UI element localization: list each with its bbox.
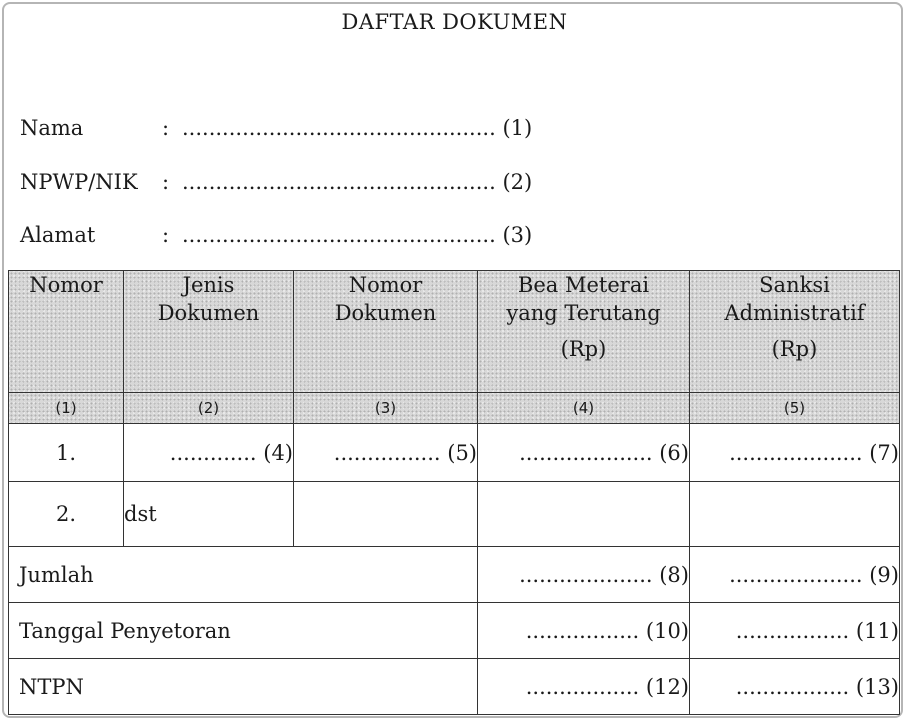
header-text: Dokumen — [334, 301, 437, 325]
summary-label: Tanggal Penyetoran — [9, 603, 478, 659]
cell-bea: .................... (6) — [478, 424, 690, 482]
field-nama — [20, 116, 532, 140]
field-dots: ............................................... — [182, 223, 496, 247]
table-row — [9, 424, 900, 482]
table-row — [9, 482, 900, 547]
cell-nomor: ................ (5) — [294, 424, 478, 482]
cell-bea — [478, 482, 690, 547]
document-title: DAFTAR DOKUMEN — [341, 10, 568, 34]
header-text: Sanksi — [759, 273, 830, 297]
summary-row-ntpn — [9, 659, 900, 715]
header-text: yang Terutang — [506, 301, 661, 325]
field-label: Alamat — [20, 223, 96, 247]
header-text: Bea Meterai — [517, 273, 650, 297]
header-sanksi-administratif — [690, 271, 900, 393]
cell-nomor — [294, 482, 478, 547]
header-text: Nomor — [29, 273, 103, 297]
field-ref: (2) — [502, 170, 533, 194]
field-ref: (3) — [502, 223, 533, 247]
column-number-row — [9, 393, 900, 424]
column-number: (3) — [294, 393, 478, 424]
summary-label: Jumlah — [9, 547, 478, 603]
header-text: Jenis — [182, 273, 235, 297]
summary-label: NTPN — [9, 659, 478, 715]
field-dots: ............................................... — [182, 116, 496, 140]
cell-no: 1. — [9, 424, 124, 482]
header-jenis-dokumen — [124, 271, 294, 393]
cell-jenis: dst — [124, 482, 294, 547]
summary-sanksi: ................. (13) — [690, 659, 900, 715]
cell-sanksi: .................... (7) — [690, 424, 900, 482]
field-colon: : — [162, 116, 170, 140]
column-number: (4) — [478, 393, 690, 424]
summary-sanksi: .................... (9) — [690, 547, 900, 603]
summary-row-tanggal-penyetoran — [9, 603, 900, 659]
field-colon: : — [162, 223, 170, 247]
cell-no: 2. — [9, 482, 124, 547]
header-nomor — [9, 271, 124, 393]
document-table — [8, 270, 900, 715]
header-text: Administratif — [724, 301, 865, 325]
column-number: (2) — [124, 393, 294, 424]
header-text: Dokumen — [157, 301, 260, 325]
column-number: (1) — [9, 393, 124, 424]
header-text: (Rp) — [771, 337, 818, 361]
field-alamat — [20, 223, 532, 247]
summary-sanksi: ................. (11) — [690, 603, 900, 659]
field-dots: ............................................... — [182, 170, 496, 194]
summary-bea: .................... (8) — [478, 547, 690, 603]
cell-jenis: ............. (4) — [124, 424, 294, 482]
field-colon: : — [162, 170, 170, 194]
field-label: Nama — [20, 116, 84, 140]
header-text: Nomor — [348, 273, 423, 297]
field-npwp-nik — [20, 170, 532, 194]
header-nomor-dokumen — [294, 271, 478, 393]
header-row — [9, 271, 900, 393]
summary-bea: ................. (10) — [478, 603, 690, 659]
header-text: (Rp) — [560, 337, 607, 361]
field-label: NPWP/NIK — [20, 170, 138, 194]
header-bea-meterai — [478, 271, 690, 393]
field-ref: (1) — [502, 116, 533, 140]
cell-sanksi — [690, 482, 900, 547]
summary-row-jumlah — [9, 547, 900, 603]
column-number: (5) — [690, 393, 900, 424]
summary-bea: ................. (12) — [478, 659, 690, 715]
